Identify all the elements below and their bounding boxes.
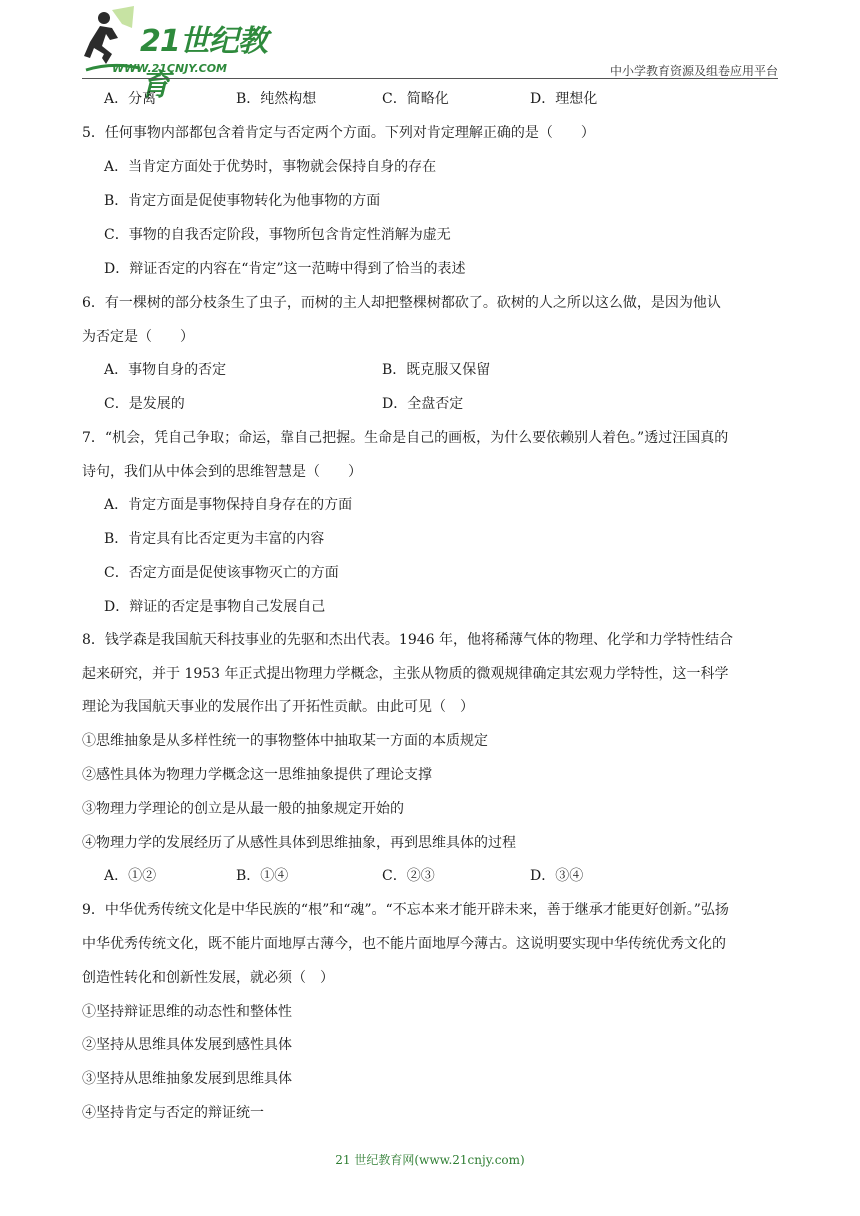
- q4-option-b: B．纯然构想: [236, 91, 317, 107]
- logo-url: WWW.21CNJY.COM: [112, 62, 227, 75]
- q9-statement-1: ①坚持辩证思维的动态性和整体性: [82, 1004, 292, 1020]
- header-divider: [82, 78, 778, 79]
- q8-statement-1: ①思维抽象是从多样性统一的事物整体中抽取某一方面的本质规定: [82, 733, 488, 749]
- q7-stem-line1: 7．“机会，凭自己争取；命运，靠自己把握。生命是自己的画板，为什么要依赖别人着色。”透过汪国真的: [82, 430, 729, 446]
- q5-option-c: C．事物的自我否定阶段，事物所包含肯定性消解为虚无: [104, 227, 451, 243]
- q8-stem-line2: 起来研究，并于 1953 年正式提出物理力学概念，主张从物质的微观规律确定其宏观力学特性，这一科学: [82, 666, 729, 682]
- page-footer: 21 世纪教育网(www.21cnjy.com): [335, 1153, 525, 1167]
- q8-statement-2: ②感性具体为物理力学概念这一思维抽象提供了理论支撑: [82, 767, 432, 783]
- q9-statement-4: ④坚持肯定与否定的辩证统一: [82, 1105, 264, 1121]
- q7-option-b: B．肯定具有比否定更为丰富的内容: [104, 531, 325, 547]
- q6-option-c: C．是发展的: [104, 396, 185, 412]
- q8-option-b: B．①④: [236, 868, 289, 884]
- q8-statement-3: ③物理力学理论的创立是从最一般的抽象规定开始的: [82, 801, 404, 817]
- q9-stem-line1: 9．中华优秀传统文化是中华民族的“根”和“魂”。“不忘本来才能开辟未来，善于继承才能更好创新。”弘扬: [82, 902, 729, 918]
- logo-text: 21世纪教育: [140, 24, 267, 103]
- q5-option-d: D．辩证否定的内容在“肯定”这一范畴中得到了恰当的表述: [104, 261, 466, 277]
- q4-option-c: C．简略化: [382, 91, 449, 107]
- q6-option-d: D．全盘否定: [382, 396, 464, 412]
- q8-option-a: A．①②: [104, 868, 157, 884]
- q6-option-a: A．事物自身的否定: [104, 362, 227, 378]
- q9-statement-2: ②坚持从思维具体发展到感性具体: [82, 1037, 292, 1053]
- q8-statement-4: ④物理力学的发展经历了从感性具体到思维抽象，再到思维具体的过程: [82, 835, 516, 851]
- q7-option-d: D．辩证的否定是事物自己发展自己: [104, 599, 326, 615]
- q8-stem-line1: 8．钱学森是我国航天科技事业的先驱和杰出代表。1946 年，他将稀薄气体的物理、化学和力学特性结合: [82, 632, 733, 648]
- q9-statement-3: ③坚持从思维抽象发展到思维具体: [82, 1071, 292, 1087]
- q9-stem-line3: 创造性转化和创新性发展，就必须（ ）: [82, 970, 334, 986]
- q4-option-d: D．理想化: [530, 91, 598, 107]
- q7-option-c: C．否定方面是促使该事物灭亡的方面: [104, 565, 339, 581]
- q5-option-b: B．肯定方面是促使事物转化为他事物的方面: [104, 193, 381, 209]
- platform-title: 中小学教育资源及组卷应用平台: [609, 64, 778, 78]
- q4-option-a: A．分离: [104, 91, 157, 107]
- q5-stem: 5．任何事物内部都包含着肯定与否定两个方面。下列对肯定理解正确的是（ ）: [82, 125, 595, 141]
- q8-option-d: D．③④: [530, 868, 584, 884]
- q8-stem-line3: 理论为我国航天事业的发展作出了开拓性贡献。由此可见（ ）: [82, 699, 474, 715]
- q5-option-a: A．当肯定方面处于优势时，事物就会保持自身的存在: [104, 159, 437, 175]
- q6-stem-line2: 为否定是（ ）: [82, 329, 194, 345]
- q6-option-b: B．既克服又保留: [382, 362, 491, 378]
- q9-stem-line2: 中华优秀传统文化，既不能片面地厚古薄今，也不能片面地厚今薄古。这说明要实现中华传统优秀文化的: [82, 936, 726, 952]
- q8-option-c: C．②③: [382, 868, 435, 884]
- q6-stem-line1: 6．有一棵树的部分枝条生了虫子，而树的主人却把整棵树都砍了。砍树的人之所以这么做，是因为他认: [82, 295, 721, 311]
- q7-stem-line2: 诗句，我们从中体会到的思维智慧是（ ）: [82, 464, 362, 480]
- q7-option-a: A．肯定方面是事物保持自身存在的方面: [104, 497, 353, 513]
